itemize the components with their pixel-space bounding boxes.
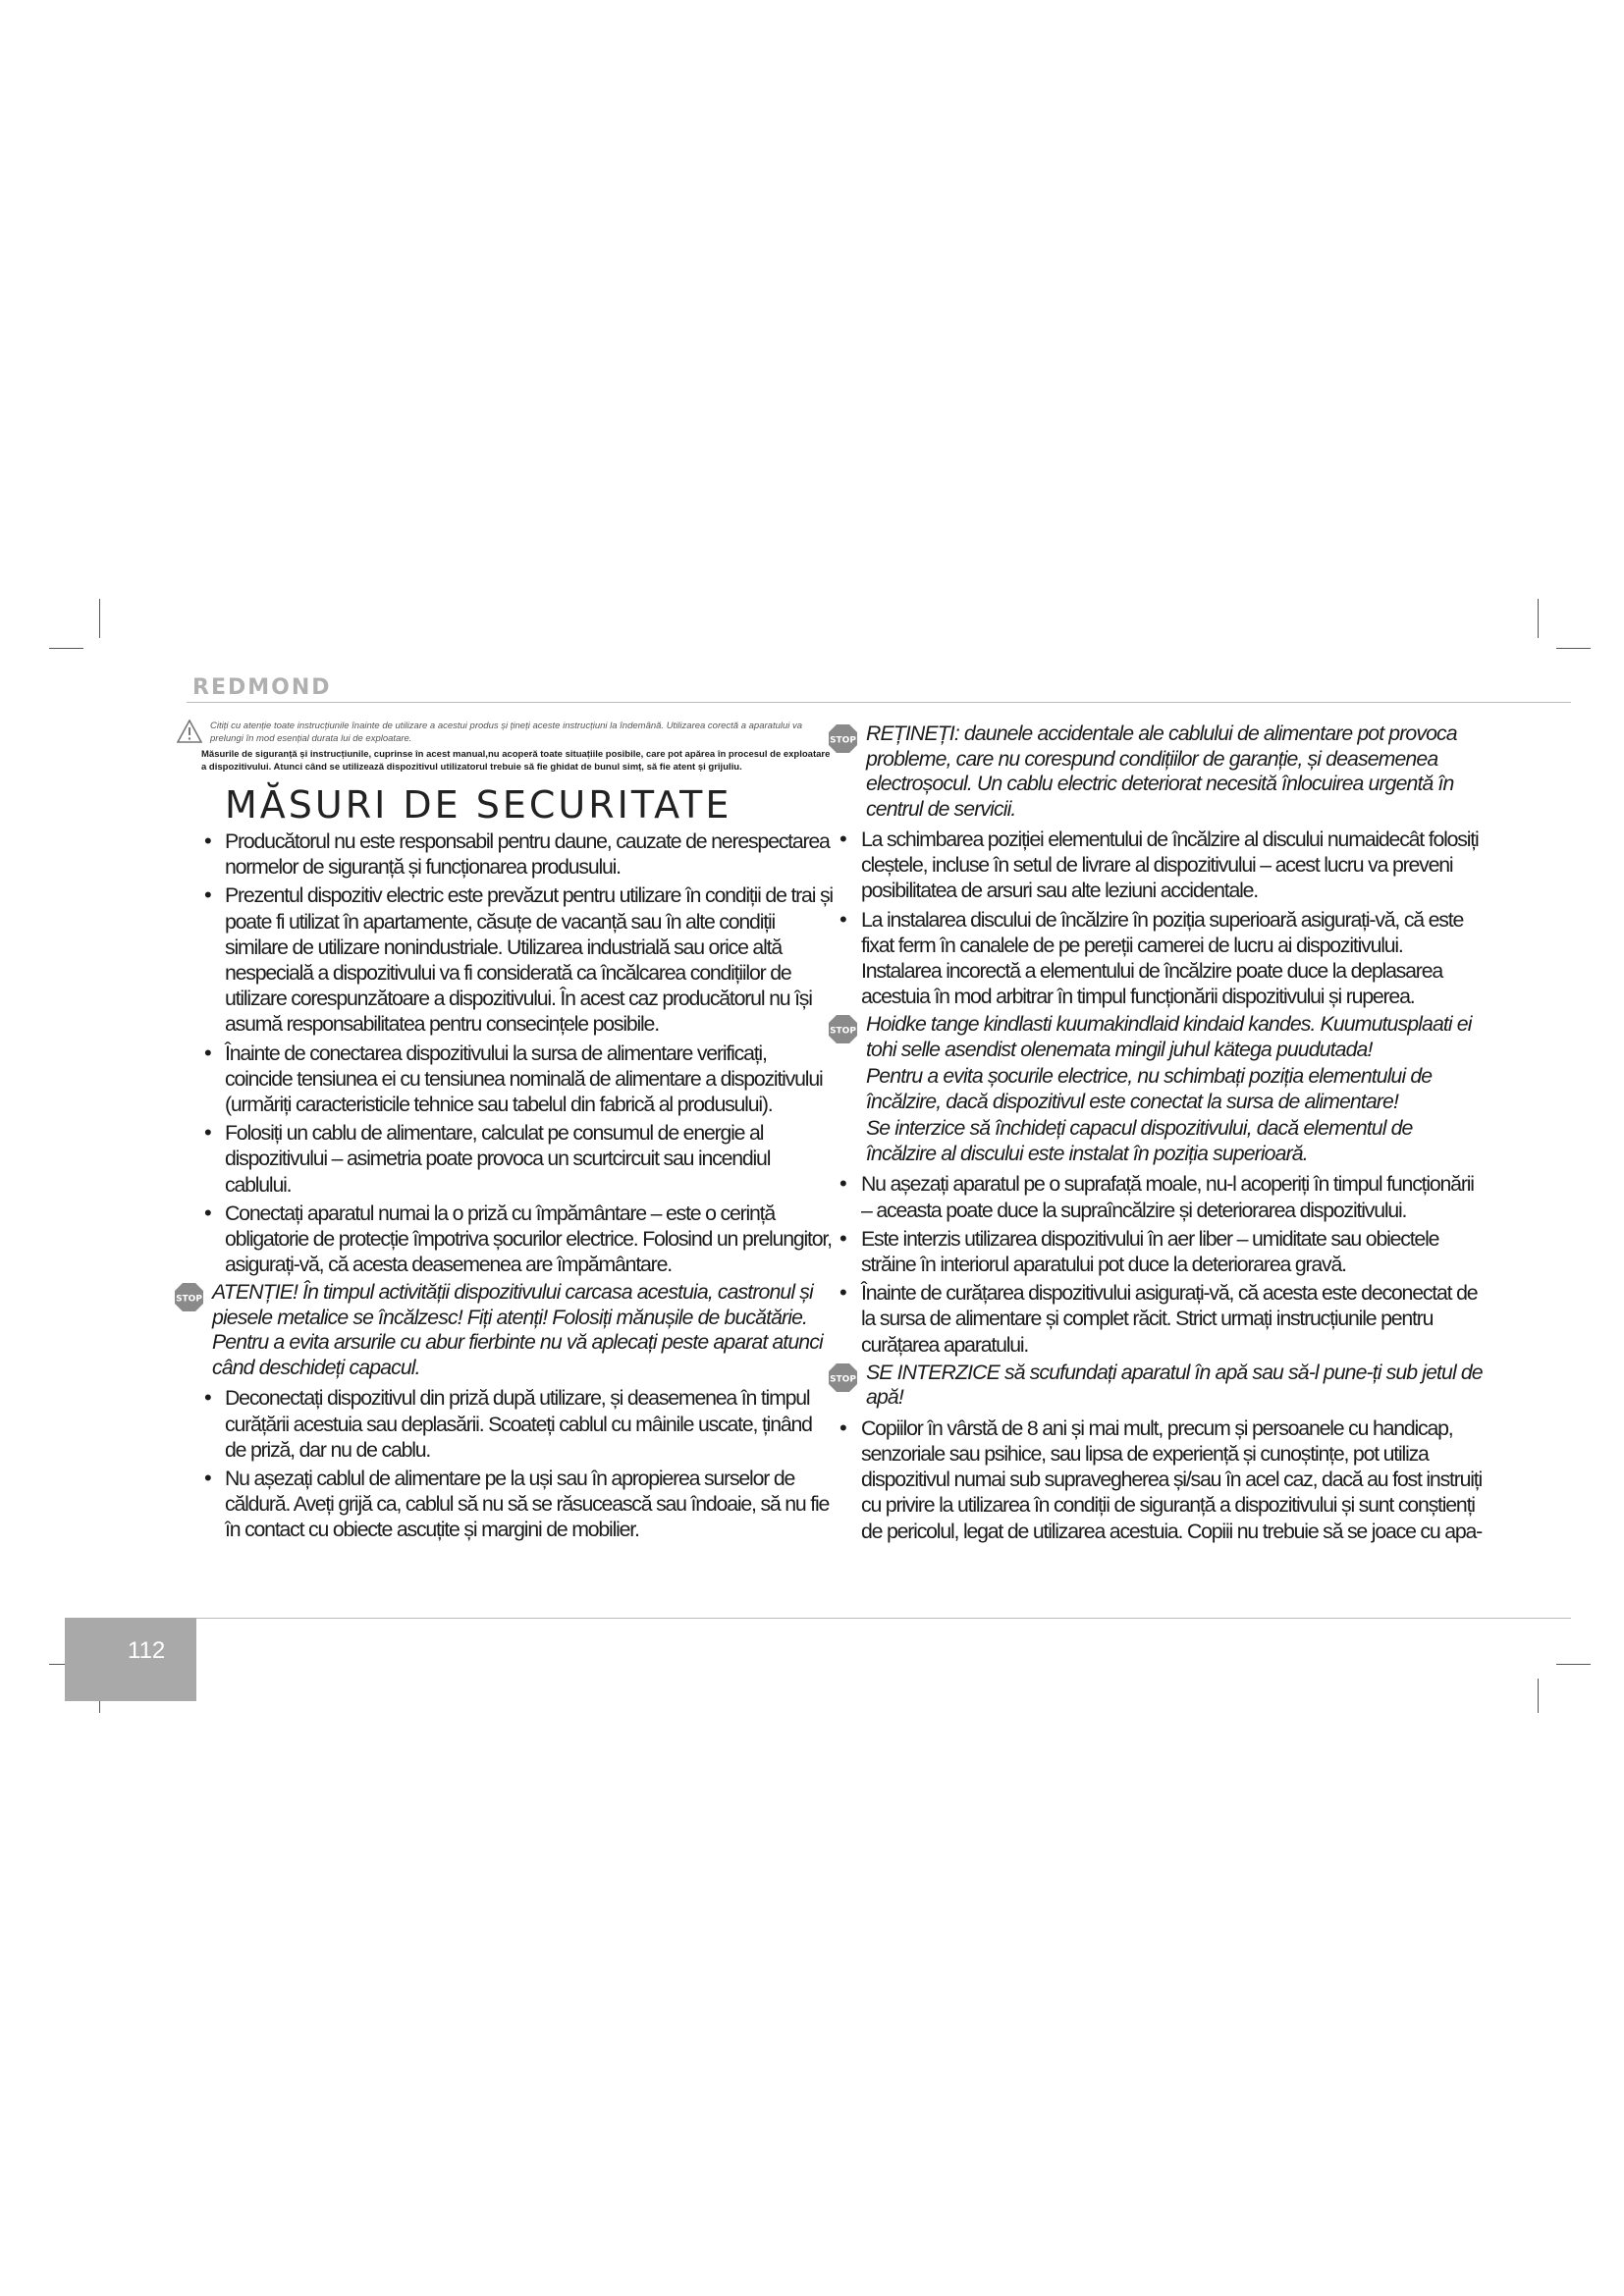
stop-warning: [828, 721, 1486, 822]
stop-warning-text: REȚINEȚI: daunele accidentale ale cablului de alimentare pot provoca probleme, care nu corespund condițiilor de garanție, și deasemenea electroșocul. Un cablu electric deteriorat necesită înlocuirea urgentă în centrul de servicii.: [866, 721, 1457, 821]
stop-warning-text: Hoidke tange kindlasti kuumakindlaid kindaid kandes. Kuumutusplaati ei tohi selle asendist olenemata mingil juhul kätega puudutada!: [866, 1012, 1472, 1061]
safety-list-4: [828, 1171, 1486, 1357]
crop-mark: [1556, 648, 1591, 649]
intro-notice: [177, 720, 833, 745]
safety-list-5: [828, 1415, 1486, 1544]
list-item: • La schimbarea poziției elementului de încălzire al discului numaidecât folosiți cleștele, incluse în setul de livrare al dispozitivului – acest lucru va preveni posibilitatea de arsuri sau alte leziuni accidentale.: [828, 827, 1486, 904]
list-item: • Este interzis utilizarea dispozitivului în aer liber – umiditate sau obiectele străine în interiorul aparatului pot duce la deteriorarea gravă.: [828, 1226, 1486, 1277]
page-title: MĂSURI DE SECURITATE: [225, 783, 732, 827]
stop-icon: [828, 1014, 858, 1044]
list-item: • Prezentul dispozitiv electric este prevăzut pentru utilizare în condiții de trai și poate fi utilizat în apartamente, căsuțe de vacanță sau în alte condiții similare de utilizare nonindustriale. Utilizarea industrială sau orice altă nespecială a dispozitivului va fi considerată ca încălcarea condițiilor de utilizare corespunzătoare a dispozitivului. În acest caz producătorul nu își asumă responsabilitatea pentru consecințele posibile.: [177, 882, 833, 1037]
list-item: • Deconectați dispozitivul din priză după utilizare, și deasemenea în timpul curățării acestuia sau deplasării. Scoateți cablul cu mâinile uscate, ținând de priză, dar nu de cablu.: [177, 1385, 833, 1463]
warning-icon: [177, 720, 202, 743]
crop-mark: [1538, 599, 1539, 638]
list-item: • Conectați aparatul numai la o priză cu împământare – este o cerință obligatorie de protecție împotriva șocurilor electrice. Folosind un prelungitor, asigurați-vă, că acesta deasemenea are împământare.: [177, 1201, 833, 1278]
list-item: • Folosiți un cablu de alimentare, calculat pe consumul de energie al dispozitivului – asimetria poate provoca un scurtcircuit sau incendiul cablului.: [177, 1120, 833, 1198]
stop-warning-text: ATENȚIE! În timpul activității dispozitivului carcasa acestuia, castronul și piesele metalice se încălzesc! Fiți atenți! Folosiți mănușile de bucătărie. Pentru a evita arsurile cu abur fierbinte nu vă aplecați peste aparat atunci când deschideți capacul.: [212, 1280, 823, 1379]
list-item: • Copiilor în vârstă de 8 ani și mai mult, precum și persoanele cu handicap, senzoriale sau psihice, sau lipsa de experiență și cunoștințe, pot utiliza dispozitivul numai sub supravegherea și/sau în acel caz, dacă au fost instruiți cu privire la utilizarea în condiții de siguranță a dispozitivului și sunt conștienți de pericolul, legat de utilizarea acestuia. Copiii nu trebuie să se joace cu apa-: [828, 1415, 1486, 1544]
list-item: • La instalarea discului de încălzire în poziția superioară asigurați-vă, că este fixat ferm în canalele de pe pereții camerei de lucru ai dispozitivului. Instalarea incorectă a elementului de încălzire poate duce la deplasarea acestuia în mod arbitrar în timpul funcționării dispozitivului și ruperea.: [828, 907, 1486, 1010]
crop-mark: [1538, 1679, 1539, 1713]
stop-icon: [174, 1282, 204, 1312]
crop-mark: [99, 599, 100, 638]
safety-list-2: [177, 1385, 833, 1542]
list-item: • Înainte de curățarea dispozitivului asigurați-vă, că acesta este deconectat de la sursa de alimentare și complet răcit. Strict urmați instrucțiunile pentru curățarea aparatului.: [828, 1280, 1486, 1358]
stop-warning-text: SE INTERZICE să scufundați aparatul în apă sau să-l pune-ți sub jetul de apă!: [866, 1360, 1483, 1410]
stop-warning: [174, 1280, 833, 1380]
right-column: [828, 720, 1486, 1547]
safety-list-3: [828, 827, 1486, 1009]
svg-text:STOP: STOP: [830, 735, 856, 746]
crop-mark: [49, 648, 83, 649]
list-item: • Nu așezați aparatul pe o suprafață moale, nu-l acoperiți în timpul funcționării – aceasta poate duce la supraîncălzire și deteriorarea dispozitivului.: [828, 1171, 1486, 1222]
left-column: [177, 720, 833, 1546]
list-item: • Nu așezați cablul de alimentare pe la uși sau în apropierea surselor de căldură. Aveți grijă ca, cablul să nu să se răsucească sau îndoaie, să nu fie în contact cu obiecte ascuțite și margini de mobilier.: [177, 1466, 833, 1543]
page-number: 112: [65, 1618, 196, 1701]
stop-icon: [828, 1362, 858, 1393]
intro-italic-text: Citiți cu atenție toate instrucțiunile înainte de utilizare a acestui produs și țineți aceste instrucțiuni la îndemână. Utilizarea corectă a aparatului va prelungi în mod esențial durata lui de exploatare.: [210, 721, 803, 744]
crop-mark: [1556, 1664, 1591, 1665]
stop-warning: [828, 1361, 1486, 1411]
brand-logo: REDMOND: [192, 675, 332, 700]
svg-text:STOP: STOP: [830, 1026, 856, 1037]
safety-list-1: [177, 828, 833, 1277]
svg-text:STOP: STOP: [830, 1374, 856, 1385]
intro-bold-text: Măsurile de siguranță și instrucțiunile, cuprinse în acest manual,nu acoperă toate situațiile posibile, care pot apărea în procesul de exploatare a dispozitivului. Atunci când se utilizează dispozitivul utilizatorul trebuie să fie ghidat de bunul simț, să fie atent și grijuliu.: [201, 749, 831, 773]
list-item: • Producătorul nu este responsabil pentru daune, cauzate de nerespectarea normelor de siguranță și funcționarea produsului.: [177, 828, 833, 880]
svg-text:STOP: STOP: [176, 1294, 202, 1305]
stop-warning-text: Pentru a evita șocurile electrice, nu schimbați poziția elementului de încălzire, dacă dispozitivul este conectat la sursa de alimentare!: [866, 1064, 1433, 1113]
stop-warning-text: Se interzice să închideți capacul dispozitivului, dacă elementul de încălzire al discului este instalat în poziția superioară.: [866, 1116, 1413, 1165]
stop-warning: [828, 1012, 1486, 1166]
list-item: • Înainte de conectarea dispozitivului la sursa de alimentare verificați, coincide tensiunea ei cu tensiunea nominală de alimentare a dispozitivului (urmăriți caracteristicile tehnice sau tabelul din fabrică al produsului).: [177, 1041, 833, 1118]
stop-icon: [828, 723, 858, 754]
footer-rule: [196, 1618, 1571, 1619]
header-rule: [187, 702, 1571, 703]
